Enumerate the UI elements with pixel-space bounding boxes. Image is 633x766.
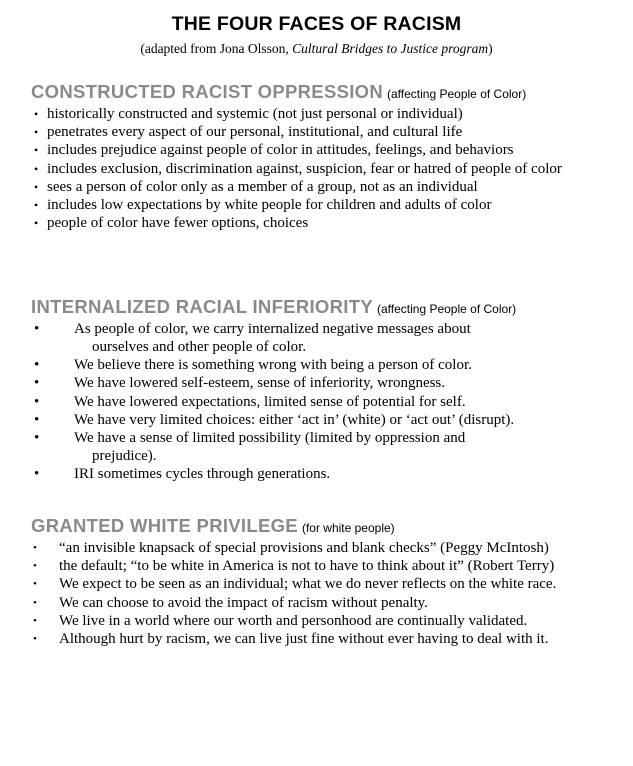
section-list-granted-white-privilege <box>31 540 601 649</box>
bullet: • <box>33 596 37 609</box>
list-item-text: We expect to be seen as an individual; what we do never reflects on the white race. <box>59 576 557 593</box>
bullet: • <box>34 357 40 374</box>
section-heading-text: CONSTRUCTED RACIST OPPRESSION <box>31 81 384 102</box>
section-heading-text: INTERNALIZED RACIAL INFERIORITY <box>31 296 373 317</box>
list-item-text: “an invisible knapsack of special provisions and blank checks” (Peggy McIntosh) <box>59 540 549 556</box>
bullet: • <box>33 614 37 627</box>
list-item <box>31 558 579 576</box>
bullet: • <box>34 216 39 231</box>
section-list-constructed-racist-oppression <box>31 106 601 233</box>
section-heading-constructed-racist-oppression <box>31 81 526 103</box>
list-item <box>31 375 611 393</box>
list-item <box>31 540 579 558</box>
list-item <box>31 197 601 215</box>
list-item-text: historically constructed and systemic (not just personal or individual) <box>47 106 463 122</box>
list-item <box>31 595 601 613</box>
list-item-text: includes prejudice against people of color in attitudes, feelings, and behaviors <box>47 142 514 159</box>
list-item-text: We believe there is something wrong with being a person of color. <box>74 357 472 374</box>
list-item <box>31 179 601 197</box>
list-item <box>31 124 601 142</box>
page-subtitle <box>0 41 633 57</box>
list-item-text: includes exclusion, discrimination against, suspicion, fear or hatred of people of color <box>47 160 562 177</box>
list-item-text: Although hurt by racism, we can live just fine without ever having to deal with it. <box>59 630 549 647</box>
list-item-text: IRI sometimes cycles through generations. <box>74 466 331 483</box>
list-item <box>31 215 601 233</box>
list-item <box>31 106 601 124</box>
list-item-continuation: ourselves and other people of color. <box>92 338 307 355</box>
section-subheading: (affecting People of Color) <box>376 302 517 316</box>
bullet: • <box>34 321 40 337</box>
bullet: • <box>34 393 40 410</box>
subtitle-prefix: (adapted from Jona Olsson, <box>140 41 293 56</box>
section-subheading: (for white people) <box>301 521 395 535</box>
bullet: • <box>34 466 40 483</box>
subtitle-suffix: ) <box>488 41 493 56</box>
list-item <box>31 576 619 594</box>
list-item-text: We live in a world where our worth and personhood are continually validated. <box>59 612 528 629</box>
list-item <box>31 466 611 484</box>
list-item-text: We have lowered self-esteem, sense of inferiority, wrongness. <box>74 375 446 392</box>
section-heading-text: GRANTED WHITE PRIVILEGE <box>31 515 298 536</box>
bullet: • <box>33 560 37 573</box>
section-list-internalized-racial-inferiority <box>31 321 611 485</box>
list-item-text: We have lowered expectations, limited sense of potential for self. <box>74 393 466 410</box>
section-subheading: (affecting People of Color) <box>387 87 527 101</box>
bullet: • <box>34 107 39 121</box>
list-item <box>31 161 577 179</box>
bullet: • <box>34 161 39 176</box>
list-item-text: We can choose to avoid the impact of racism without penalty. <box>59 594 428 611</box>
section-heading-internalized-racial-inferiority <box>31 296 516 318</box>
list-item-text: We have a sense of limited possibility (limited by oppression and <box>74 430 466 447</box>
subtitle-source: Cultural Bridges to Justice program <box>292 41 489 56</box>
list-item-text: people of color have fewer options, choices <box>47 215 309 232</box>
list-item-text: the default; “to be white in America is not to have to think about it” (Robert Terry) <box>59 558 555 575</box>
bullet: • <box>34 430 40 447</box>
bullet: • <box>34 179 39 194</box>
bullet: • <box>34 375 40 392</box>
list-item-text: We have very limited choices: either ‘act in’ (white) or ‘act out’ (disrupt). <box>74 411 515 428</box>
list-item <box>31 321 611 357</box>
list-item <box>31 357 611 375</box>
bullet: • <box>34 125 39 140</box>
section-heading-granted-white-privilege <box>31 515 395 537</box>
list-item-text: sees a person of color only as a member of a group, not as an individual <box>47 178 478 195</box>
list-item-text: As people of color, we carry internalized negative messages about <box>74 321 471 337</box>
bullet: • <box>34 143 39 158</box>
bullet: • <box>33 542 37 554</box>
list-item-continuation: prejudice). <box>92 448 157 465</box>
list-item <box>31 613 594 631</box>
list-item-text: penetrates every aspect of our personal, institutional, and cultural life <box>47 124 463 141</box>
page-title: THE FOUR FACES OF RACISM <box>171 13 462 35</box>
list-item <box>31 394 611 412</box>
bullet: • <box>33 578 37 591</box>
list-item-text: includes low expectations by white people for children and adults of color <box>47 196 492 213</box>
bullet: • <box>34 411 40 428</box>
list-item <box>31 412 611 430</box>
bullet: • <box>34 197 39 212</box>
list-item <box>31 142 562 160</box>
bullet: • <box>33 632 37 645</box>
list-item <box>31 631 629 649</box>
list-item <box>31 430 611 466</box>
